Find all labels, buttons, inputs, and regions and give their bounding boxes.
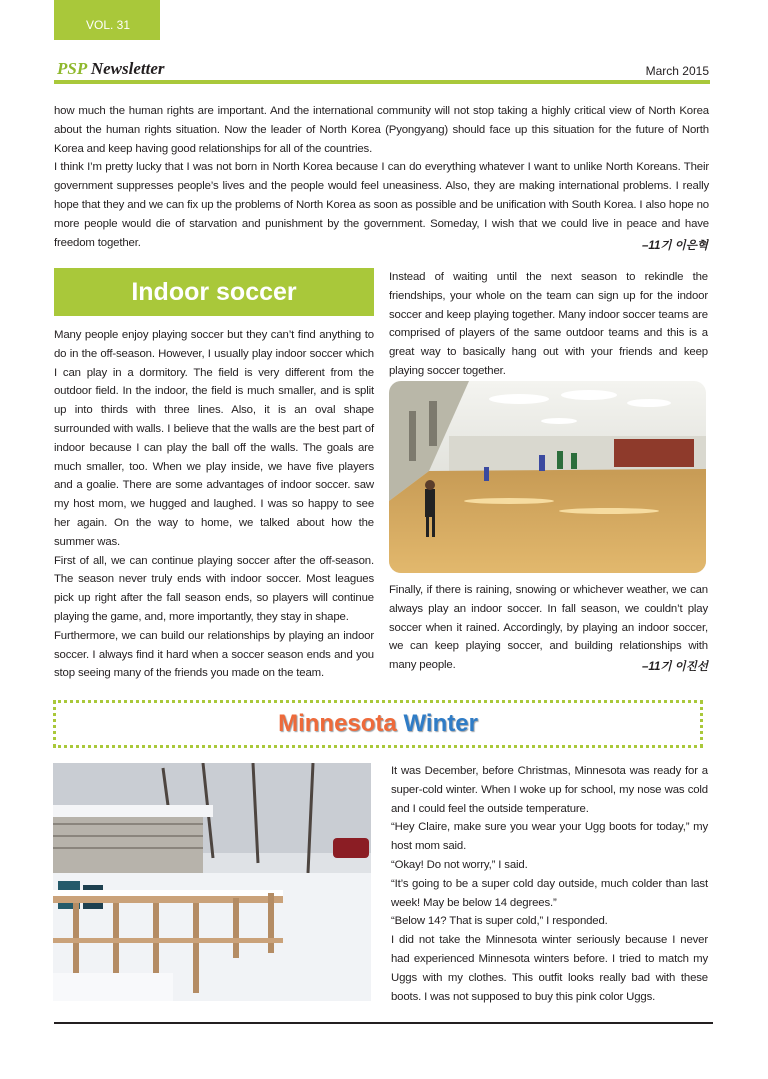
- gym-illustration: [389, 381, 706, 573]
- winter-paragraph-5: “Below 14? That is super cold,” I responded.: [391, 915, 608, 928]
- title-psp: PSP: [57, 59, 87, 78]
- intro-article: [54, 102, 709, 252]
- indoor-soccer-right-top: [389, 268, 708, 381]
- indoor-soccer-photo: [389, 381, 706, 573]
- header-divider: [54, 80, 710, 84]
- indoor-soccer-paragraph-1: Many people enjoy playing soccer but they can’t find anything to do in the off-season. However, I usually play indoor soccer which I can play in a dormitory. The field is very different from the outdoor field. In the indoor, the field is much smaller, and is split up into thirds with three lines. Also, it is an oval shape surrounded with walls. I believe that the walls are the best part of indoor because I can play the ball off the walls. The goals are much smaller, too. When we play inside, we have five players and a goalie. There are some advantages of indoor soccer. saw my host mom, we hugged and laughed. I was so happy to see her again. On the way to home, we talked about how the summer was.: [54, 329, 374, 548]
- indoor-soccer-left-column: [54, 326, 374, 683]
- snowy-backyard-photo: [53, 763, 371, 1001]
- issue-date: March 2015: [645, 64, 709, 78]
- minnesota-winter-heading: [56, 710, 700, 738]
- newsletter-title: [57, 59, 165, 79]
- indoor-soccer-signature: –11기 이진선: [642, 661, 708, 673]
- snow-illustration: [53, 763, 371, 1001]
- intro-signature: –11기 이은혁: [642, 240, 708, 252]
- indoor-soccer-heading: Indoor soccer: [54, 268, 374, 316]
- indoor-soccer-paragraph-2: First of all, we can continue playing soccer after the off-season. The season never truly ends with indoor soccer. Most leagues pick up right after the fall season ends, so players will continue playing the game, and, more importantly, they stay in shape.: [54, 554, 374, 623]
- winter-paragraph-2: “Hey Claire, make sure you wear your Ugg boots for today,” my host mom said.: [391, 821, 708, 853]
- heading-word-winter: Winter: [403, 710, 478, 737]
- winter-paragraph-3: “Okay! Do not worry,” I said.: [391, 858, 528, 871]
- winter-paragraph-4: “It’s going to be a super cold day outside, much colder than last week! May be below 14 degrees.”: [391, 877, 708, 909]
- intro-paragraph-2: I think I’m pretty lucky that I was not born in North Korea because I can do everything whatever I want to unlike North Koreans. Their government suppresses people’s lives and the people would feel uneasiness. Also, they are making international problems. I really hope that they and we can fix up the problems of North Korea as soon as possible and be unification with South Korea. I also hope no more people would die of starvation and punishment by the government. Someday, I wish that we could live in peace and have freedom together.: [54, 161, 709, 249]
- intro-paragraph-1: how much the human rights are important. And the international community will not stop taking a highly critical view of North Korea about the human rights situation. Now the leader of North Korea (Pyongyang) should face up this situation for the future of North Korea and keep having good relationships for all of the countries.: [54, 105, 709, 155]
- minnesota-winter-article: [391, 762, 708, 1006]
- winter-paragraph-1: It was December, before Christmas, Minnesota was ready for a super-cold winter. When I woke up for school, my nose was cold and I could feel the outside temperature.: [391, 765, 708, 815]
- indoor-soccer-paragraph-3: Furthermore, we can build our relationships by playing an indoor soccer. I always find it hard when a soccer season ends and you stop seeing many of the friends you made on the team.: [54, 629, 374, 680]
- volume-tab: [54, 0, 160, 40]
- title-newsletter: Newsletter: [90, 59, 165, 78]
- heading-word-minnesota: Minnesota: [278, 710, 397, 737]
- indoor-soccer-paragraph-4: Instead of waiting until the next season to rekindle the friendships, your whole on the team can sign up for the indoor soccer and keep playing together. Many indoor soccer teams are comprised of players of the same outdoor teams and this is a great way to basically hang out with your friends and keep playing soccer together.: [389, 271, 708, 377]
- minnesota-winter-heading-box: [53, 700, 703, 748]
- footer-divider: [54, 1022, 713, 1024]
- indoor-soccer-paragraph-5: Finally, if there is raining, snowing or whichever weather, we can always play an indoor soccer. In fall season, we couldn’t play soccer when it rained. Accordingly, by playing an indoor soccer, we can keep playing soccer, and building relationships with many people.: [389, 584, 708, 672]
- volume-label: VOL. 31: [86, 18, 131, 32]
- winter-paragraph-6: I did not take the Minnesota winter seriously because I never had experienced Minnesota winters before. I tried to match my Uggs with my clothes. This outfit looks really bad with these boots. I was not supposed to buy this pink color Uggs.: [391, 934, 708, 1003]
